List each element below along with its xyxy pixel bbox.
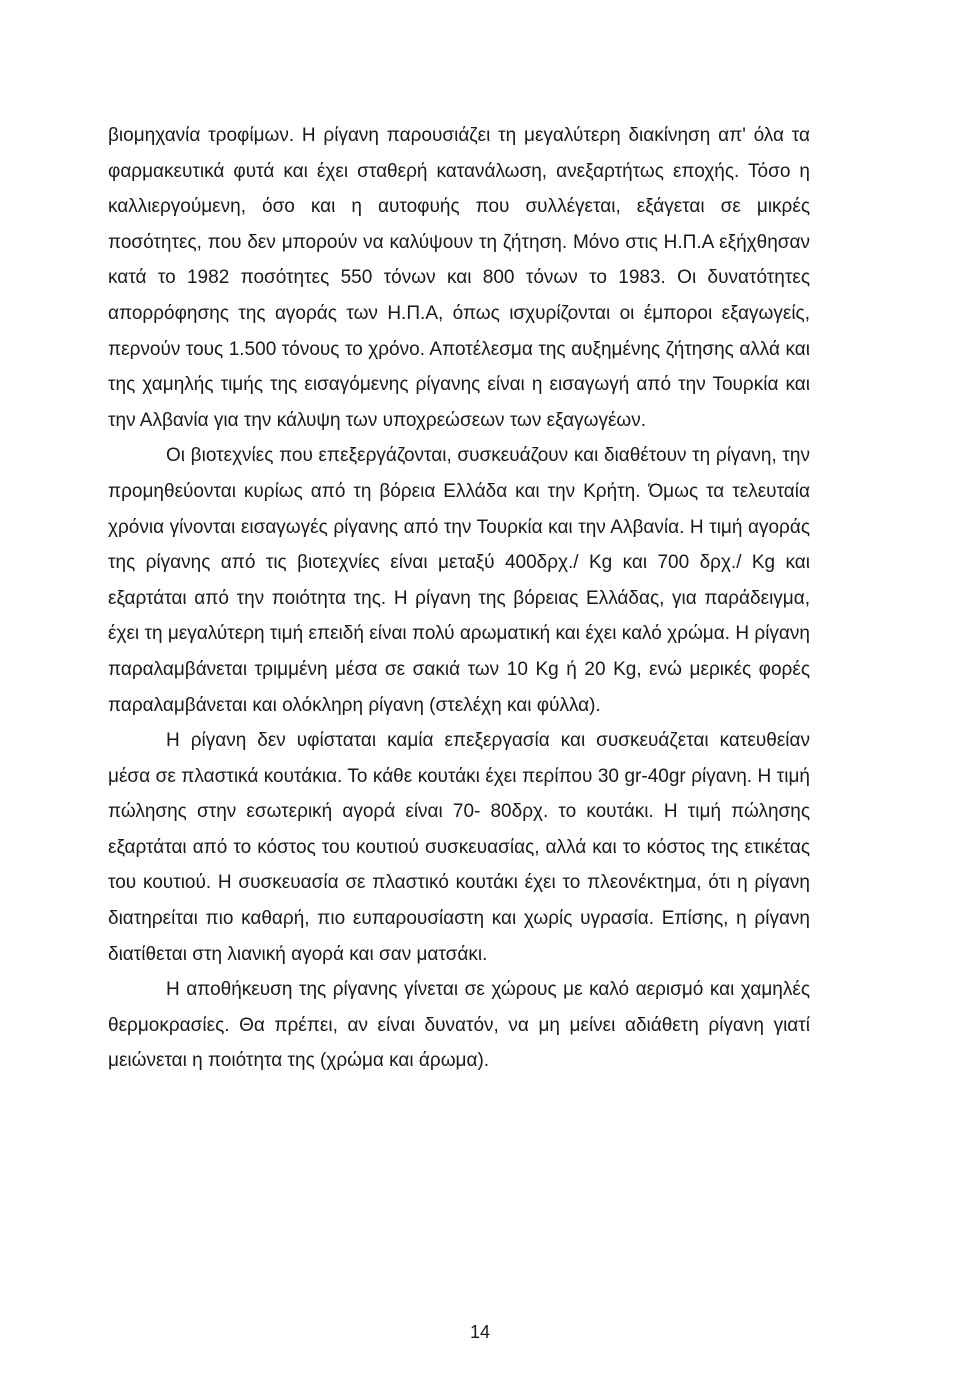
page-number: 14	[469, 1322, 491, 1342]
body-text	[108, 118, 810, 1079]
paragraph: Οι βιοτεχνίες που επεξεργάζονται, συσκευάζουν και διαθέτουν τη ρίγανη, την προμηθεύονται κυρίως από τη βόρεια Ελλάδα και την Κρήτη. Όμως τα τελευταία χρόνια γίνονται εισαγωγές ρίγανης από την Τουρκία και την Αλβανία. Η τιμή αγοράς της ρίγανης από τις βιοτεχνίες είναι μεταξύ 400δρχ./ Kg και 700 δρχ./ Kg και εξαρτάται από την ποιότητα της. Η ρίγανη της βόρειας Ελλάδας, για παράδειγμα, έχει τη μεγαλύτερη τιμή επειδή είναι πολύ αρωματική και έχει καλό χρώμα. Η ρίγανη παραλαμβάνεται τριμμένη μέσα σε σακιά των 10 Kg ή 20 Kg, ενώ μερικές φορές παραλαμβάνεται και ολόκληρη ρίγανη (στελέχη και φύλλα).	[108, 445, 810, 716]
paragraph: Η αποθήκευση της ρίγανης γίνεται σε χώρους με καλό αερισμό και χαμηλές θερμοκρασίες. Θα πρέπει, αν είναι δυνατόν, να μη μείνει αδιάθετη ρίγανη γιατί μειώνεται η ποιότητα της (χρώμα και άρωμα).	[108, 979, 810, 1072]
paragraph: βιομηχανία τροφίμων. Η ρίγανη παρουσιάζει τη μεγαλύτερη διακίνηση απ' όλα τα φαρμακευτικά φυτά και έχει σταθερή κατανάλωση, ανεξαρτήτως εποχής. Τόσο η καλλιεργούμενη, όσο και η αυτοφυής που συλλέγεται, εξάγεται σε μικρές ποσότητες, που δεν μπορούν να καλύψουν τη ζήτηση. Μόνο στις Η.Π.Α εξήχθησαν κατά το 1982 ποσότητες 550 τόνων και 800 τόνων το 1983. Οι δυνατότητες απορρόφησης της αγοράς των Η.Π.Α, όπως ισχυρίζονται οι έμποροι εξαγωγείς, περνούν τους 1.500 τόνους το χρόνο. Αποτέλεσμα της αυξημένης ζήτησης αλλά και της χαμηλής τιμής της εισαγόμενης ρίγανης είναι η εισαγωγή από την Τουρκία και την Αλβανία για την κάλυψη των υποχρεώσεων των εξαγωγέων.	[108, 125, 810, 431]
paragraph: Η ρίγανη δεν υφίσταται καμία επεξεργασία και συσκευάζεται κατευθείαν μέσα σε πλαστικά κουτάκια. Το κάθε κουτάκι έχει περίπου 30 gr-40gr ρίγανη. Η τιμή πώλησης στην εσωτερική αγορά είναι 70- 80δρχ. το κουτάκι. Η τιμή πώλησης εξαρτάται από το κόστος του κουτιού συσκευασίας, αλλά και το κόστος της ετικέτας του κουτιού. Η συσκευασία σε πλαστικό κουτάκι έχει το πλεονέκτημα, ότι η ρίγανη διατηρείται πιο καθαρή, πιο ευπαρουσίαστη και χωρίς υγρασία. Επίσης, η ρίγανη διατίθεται στη λιανική αγορά και σαν ματσάκι.	[108, 730, 810, 965]
